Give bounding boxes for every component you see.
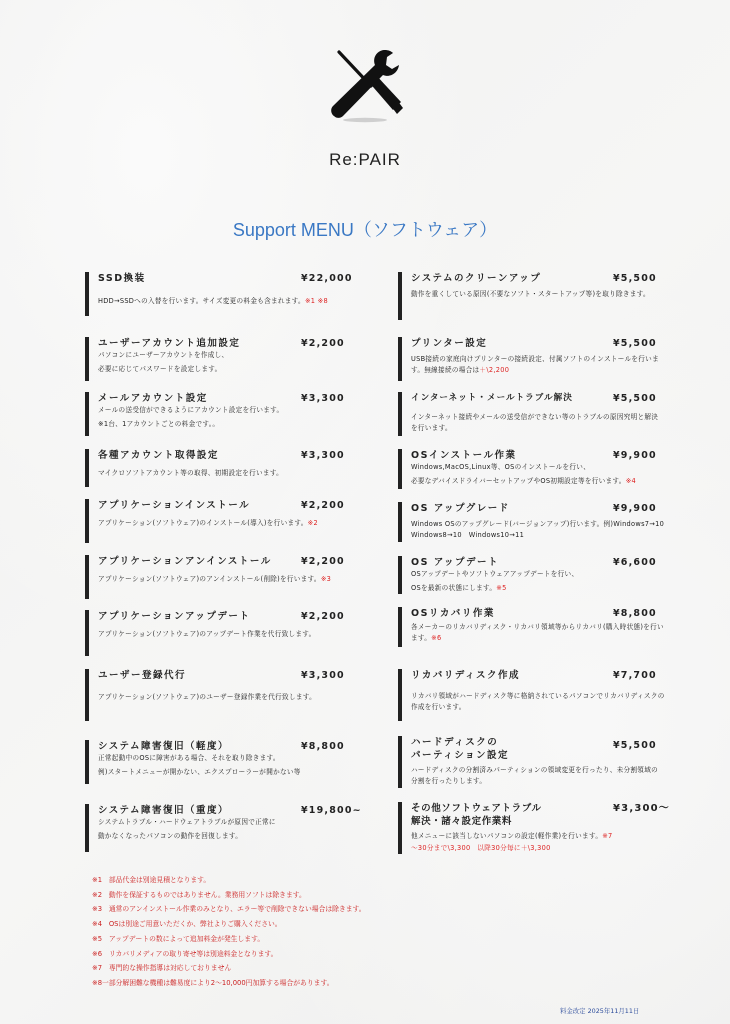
item-price: ¥3,300 — [301, 670, 345, 681]
item-desc: アプリケーション(ソフトウェア)のアップデート作業を代行致します。 — [98, 630, 316, 638]
item-desc: ハードディスクの分割済みパーティションの領域変更を行ったり、未分割領域の分割を行ったりします。 — [411, 766, 658, 785]
item-name: リカバリディスク作成 — [411, 670, 520, 681]
item-name: OS アップデート — [411, 557, 500, 568]
item-name: システム障害復旧（軽度） — [98, 741, 230, 752]
item-desc: アプリケーション(ソフトウェア)のアンインストール(削除)を行います。※3 — [98, 575, 332, 583]
item-price: ¥8,800 — [613, 608, 657, 619]
item-desc: Windows,MacOS,Linux等、OSのインストールを行い、 — [411, 463, 591, 471]
brand-name: Re:PAIR — [329, 150, 401, 169]
item-name: システム障害復旧（重度） — [98, 805, 230, 816]
item-price: ¥2,200 — [301, 611, 345, 622]
item-desc-2: 例)スタートメニューが開かない、エクスプローラーが開かない等 — [98, 768, 301, 776]
item-desc: アプリケーション(ソフトウェア)のユーザー登録作業を代行致します。 — [98, 693, 316, 701]
item-name: アプリケーションアップデート — [98, 611, 251, 622]
item-name-2: パーティション設定 — [411, 750, 510, 761]
item-desc: マイクロソフトアカウント等の取得、初期設定を行います。 — [98, 469, 284, 477]
menu-item-mail-account — [85, 392, 357, 436]
item-name: 各種アカウント取得設定 — [98, 450, 219, 461]
item-desc: HDD→SSDへの入替を行います。サイズ変更の料金も含まれます。※1 ※8 — [98, 297, 328, 305]
menu-item-internet-mail — [398, 392, 664, 436]
item-price: ¥6,600 — [613, 557, 657, 568]
item-price: ¥22,000 — [301, 273, 353, 284]
item-price: ¥5,500 — [613, 393, 657, 404]
item-price: ¥5,500 — [613, 740, 657, 751]
item-name: SSD換装 — [98, 273, 146, 284]
item-desc: アプリケーション(ソフトウェア)のインストール(導入)を行います。※2 — [98, 519, 318, 527]
item-name: ユーザー登録代行 — [98, 670, 187, 681]
item-desc: Windows OSのアップグレード(バージョンアップ)行います。例)Windows7→10 Windows8→10 Windows10→11 — [411, 520, 672, 539]
item-desc: リカバリ領域がハードディスク等に格納されているパソコンでリカバリディスクの作成を行います。 — [411, 692, 665, 711]
item-desc: OSアップデートやソフトウェアアップデートを行い、 — [411, 570, 579, 578]
wrench-screwdriver-icon — [325, 44, 405, 124]
menu-item-system-recovery-light — [85, 740, 357, 784]
item-desc: USB接続の家庭向けプリンターの接続設定、付属ソフトのインストールを行います。無線接続の場合は＋\2,200 — [411, 355, 659, 374]
item-note-2: ～30分まで\3,300 以降30分毎に＋\3,300 — [411, 844, 551, 852]
item-note: ※7 — [602, 832, 613, 840]
item-desc: 動作を重くしている原因(不要なソフト・スタートアップ等)を取り除きます。 — [411, 290, 650, 298]
menu-item-ssd — [85, 272, 357, 316]
item-desc-2: 必要なデバイスドライバーセットアップやOS初期設定等を行います。※4 — [411, 477, 637, 485]
menu-item-partition — [398, 736, 664, 788]
item-desc: パソコンにユーザーアカウントを作成し、 — [98, 351, 229, 359]
item-price: ¥3,300～ — [613, 803, 670, 814]
item-price: ¥9,900 — [613, 450, 657, 461]
menu-item-system-recovery-heavy — [85, 804, 362, 852]
item-price: ¥7,700 — [613, 670, 657, 681]
price-revision-date: 料金改定 2025年11月11日 — [560, 1007, 640, 1015]
menu-item-app-update — [85, 610, 357, 656]
menu-item-os-upgrade — [398, 502, 672, 542]
menu-item-os-recovery — [398, 607, 664, 647]
item-price: ¥9,900 — [613, 503, 657, 514]
item-note: ＋\2,200 — [479, 366, 510, 374]
item-desc: 他メニューに該当しないパソコンの設定(軽作業)を行います。※7 — [411, 832, 613, 840]
item-price: ¥2,200 — [301, 556, 345, 567]
item-price: ¥3,300 — [301, 393, 345, 404]
item-note: ※4 — [625, 477, 637, 485]
footnote: ※3 通常のアンインストール作業のみとなり、エラー等で削除できない場合は除きます。 — [92, 905, 366, 914]
item-desc-2: OSを最新の状態にします。※5 — [411, 584, 507, 592]
menu-item-os-install — [398, 449, 664, 489]
item-name: ハードディスクの — [411, 737, 499, 748]
item-note: ※1 ※8 — [304, 297, 328, 305]
footnote: ※2 動作を保証するものではありません。業務用ソフトは除きます。 — [92, 890, 306, 899]
item-price: ¥8,800 — [301, 741, 345, 752]
item-price: ¥2,200 — [301, 338, 345, 349]
item-desc-2: 動かなくなったパソコンの動作を回復します。 — [98, 832, 243, 840]
menu-item-cleanup — [398, 272, 664, 320]
item-name: アプリケーションアンインストール — [98, 556, 272, 567]
item-note: ※3 — [320, 575, 332, 583]
footnote: ※4 OSは別途ご用意いただくか、弊社よりご購入ください。 — [92, 920, 282, 929]
footnote: ※6 リカバリメディアの取り寄せ等は別途料金となります。 — [92, 949, 278, 958]
item-note: ※6 — [431, 634, 442, 642]
item-name-2: 解決・諸々設定作業料 — [411, 816, 513, 827]
item-name: インターネット・メールトラブル解決 — [411, 393, 573, 403]
item-desc: システムトラブル・ハードウェアトラブルが原因で正常に — [98, 818, 276, 826]
item-name: メールアカウント設定 — [98, 393, 208, 404]
menu-item-os-update — [398, 556, 664, 594]
item-price: ¥5,500 — [613, 273, 657, 284]
item-name: OSリカバリ作業 — [411, 608, 495, 619]
menu-item-recovery-disk — [398, 669, 664, 721]
item-name: OSインストール作業 — [411, 450, 517, 461]
item-desc: インターネット接続やメールの送受信ができない等のトラブルの原因究明と解決を行います。 — [411, 413, 659, 432]
footnote: ※1 部品代金は別途見積となります。 — [92, 876, 211, 884]
item-price: ¥3,300 — [301, 450, 345, 461]
item-desc-2: 必要に応じてパスワードを設定します。 — [98, 365, 222, 373]
item-desc-2: ※1台、1アカウントごとの料金です。。 — [98, 420, 220, 428]
item-desc: メールの送受信ができるようにアカウント設定を行います。 — [98, 406, 284, 414]
footnote: ※8一部分解困難な機種は難易度により2～10,000円加算する場合があります。 — [92, 978, 334, 987]
item-note: ※2 — [307, 519, 318, 527]
item-desc: 正常起動中のOSに障害がある場合、それを取り除きます。 — [98, 754, 280, 762]
menu-item-user-account — [85, 337, 357, 381]
item-price: ¥5,500 — [613, 338, 657, 349]
menu-item-other-software — [398, 802, 670, 854]
menu-item-user-registration — [85, 669, 357, 721]
item-name: OS アップグレード — [411, 503, 510, 514]
footnote: ※7 専門的な操作指導は対応しておりません — [92, 964, 232, 973]
footnote: ※5 アップデートの数によって追加料金が発生します。 — [92, 934, 265, 943]
item-price: ¥2,200 — [301, 500, 345, 511]
menu-item-printer — [398, 337, 664, 381]
item-name: ユーザーアカウント追加設定 — [98, 338, 241, 349]
menu-item-account-acquire — [85, 449, 357, 487]
menu-title: Support MENU（ソフトウェア） — [232, 220, 498, 240]
menu-item-app-install — [85, 499, 357, 543]
item-name: アプリケーションインストール — [98, 500, 251, 511]
item-name: プリンター設定 — [411, 338, 488, 349]
item-name: その他ソフトウェアトラブル — [411, 803, 542, 814]
item-price: ¥19,800~ — [301, 805, 362, 816]
item-desc: 各メーカーのリカバリディスク・リカバリ領域等からリカバリ(購入時状態)を行います。※6 — [411, 623, 664, 642]
footnotes — [92, 873, 652, 991]
item-note: ※5 — [496, 584, 507, 592]
menu-item-app-uninstall — [85, 555, 357, 599]
item-name: システムのクリーンアップ — [411, 273, 542, 284]
